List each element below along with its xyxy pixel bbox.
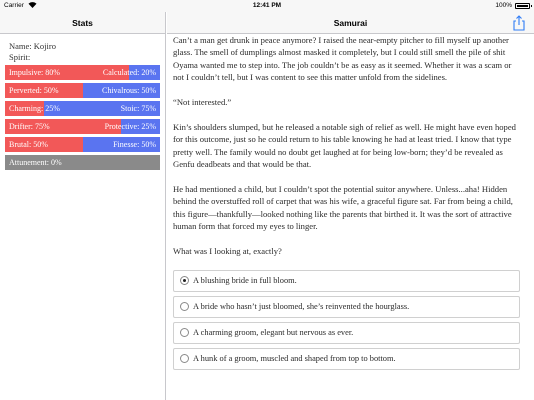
radio-icon[interactable] xyxy=(180,276,189,285)
stat-bar-left-label: Brutal: 50% xyxy=(9,140,48,149)
stat-bar-right-label: Stoic: 75% xyxy=(120,104,156,113)
status-time: 12:41 PM xyxy=(252,2,282,9)
stat-bar-left-label: Drifter: 75% xyxy=(9,122,50,131)
stats-sidebar xyxy=(0,12,166,400)
character-spirit: Spirit: xyxy=(9,51,31,62)
stat-bars xyxy=(5,65,160,170)
carrier-label: Carrier xyxy=(4,2,24,9)
choice-option[interactable] xyxy=(173,348,520,370)
story-paragraph: What was I looking at, exactly? xyxy=(173,245,282,256)
choice-option[interactable] xyxy=(173,296,520,318)
stat-bar-left-label: Charming: 25% xyxy=(9,104,60,113)
radio-icon[interactable] xyxy=(180,354,189,363)
story-paragraph: He had mentioned a child, but I couldn’t spot the potential suitor anywhere. Unless...aha! Hidden behind the overstuffed roll of carpet that was his wife, a graceful figure sat. Far from being a child, this figure—thankfully—looked nothing like the parents that birthed it. It was the sort of attractive human form that forced my eyes to linger. xyxy=(173,183,513,232)
stat-bar xyxy=(5,119,160,134)
stat-bar xyxy=(5,65,160,80)
story-paragraph: Can’t a man get drunk in peace anymore? I raised the near-empty pitcher to fill myself up another glass. The smell of dumplings almost masked it completely, but I could still smell the pile of shit Oyama wanted me to step into. The job couldn’t be as easy as it seemed. Whether it was a scam or not I couldn’t tell, but I was content to see this matter unfold from the sidelines. xyxy=(173,35,512,83)
story-title: Samurai xyxy=(333,17,368,28)
stats-body xyxy=(0,34,165,170)
status-bar xyxy=(0,0,534,12)
battery-percent: 100% xyxy=(495,2,512,9)
sidebar-navbar xyxy=(0,12,165,34)
stat-bar-right-label: Chivalrous: 50% xyxy=(102,86,156,95)
choice-label: A charming groom, elegant but nervous as ever. xyxy=(193,327,354,337)
story-pane xyxy=(167,12,534,400)
story-content xyxy=(167,34,534,370)
story-paragraphs xyxy=(173,34,522,257)
radio-icon[interactable] xyxy=(180,328,189,337)
stat-bar-right-label: Finesse: 50% xyxy=(113,140,156,149)
choice-option[interactable] xyxy=(173,270,520,292)
stat-bar-right-label: Protective: 25% xyxy=(104,122,156,131)
stat-bar xyxy=(5,101,160,116)
share-icon[interactable] xyxy=(512,15,526,31)
character-name: Name: Kojiro xyxy=(9,41,56,51)
choice-label: A blushing bride in full bloom. xyxy=(193,275,297,285)
stat-bar-left-label: Perverted: 50% xyxy=(9,86,59,95)
stat-bar xyxy=(5,155,160,170)
stat-bar xyxy=(5,137,160,152)
choice-label: A bride who hasn’t just bloomed, she’s reinvented the hourglass. xyxy=(193,301,410,311)
stat-bar-right-label: Calculated: 20% xyxy=(102,68,156,77)
battery-icon xyxy=(515,3,530,9)
main-navbar xyxy=(167,12,534,34)
stat-bar-left-label: Impulsive: 80% xyxy=(9,68,60,77)
stat-bar xyxy=(5,83,160,98)
story-paragraph: “Not interested.” xyxy=(173,97,232,108)
sidebar-title: Stats xyxy=(72,17,93,28)
radio-icon[interactable] xyxy=(180,302,189,311)
story-paragraph: Kin’s shoulders slumped, but he released a notable sigh of relief as well. He might have even hoped for this outcome, just so he could return to his table knowing he had at least tried. I know that type pretty well. The family would no doubt get laughed at for being low-born; they’d be revealed as Genfu deadbeats and that would be that. xyxy=(173,121,516,170)
choice-label: A hunk of a groom, muscled and shaped from top to bottom. xyxy=(193,353,396,363)
stat-bar-left-label: Attunement: 0% xyxy=(9,158,62,167)
choice-option[interactable] xyxy=(173,322,520,344)
choice-list xyxy=(173,270,522,370)
